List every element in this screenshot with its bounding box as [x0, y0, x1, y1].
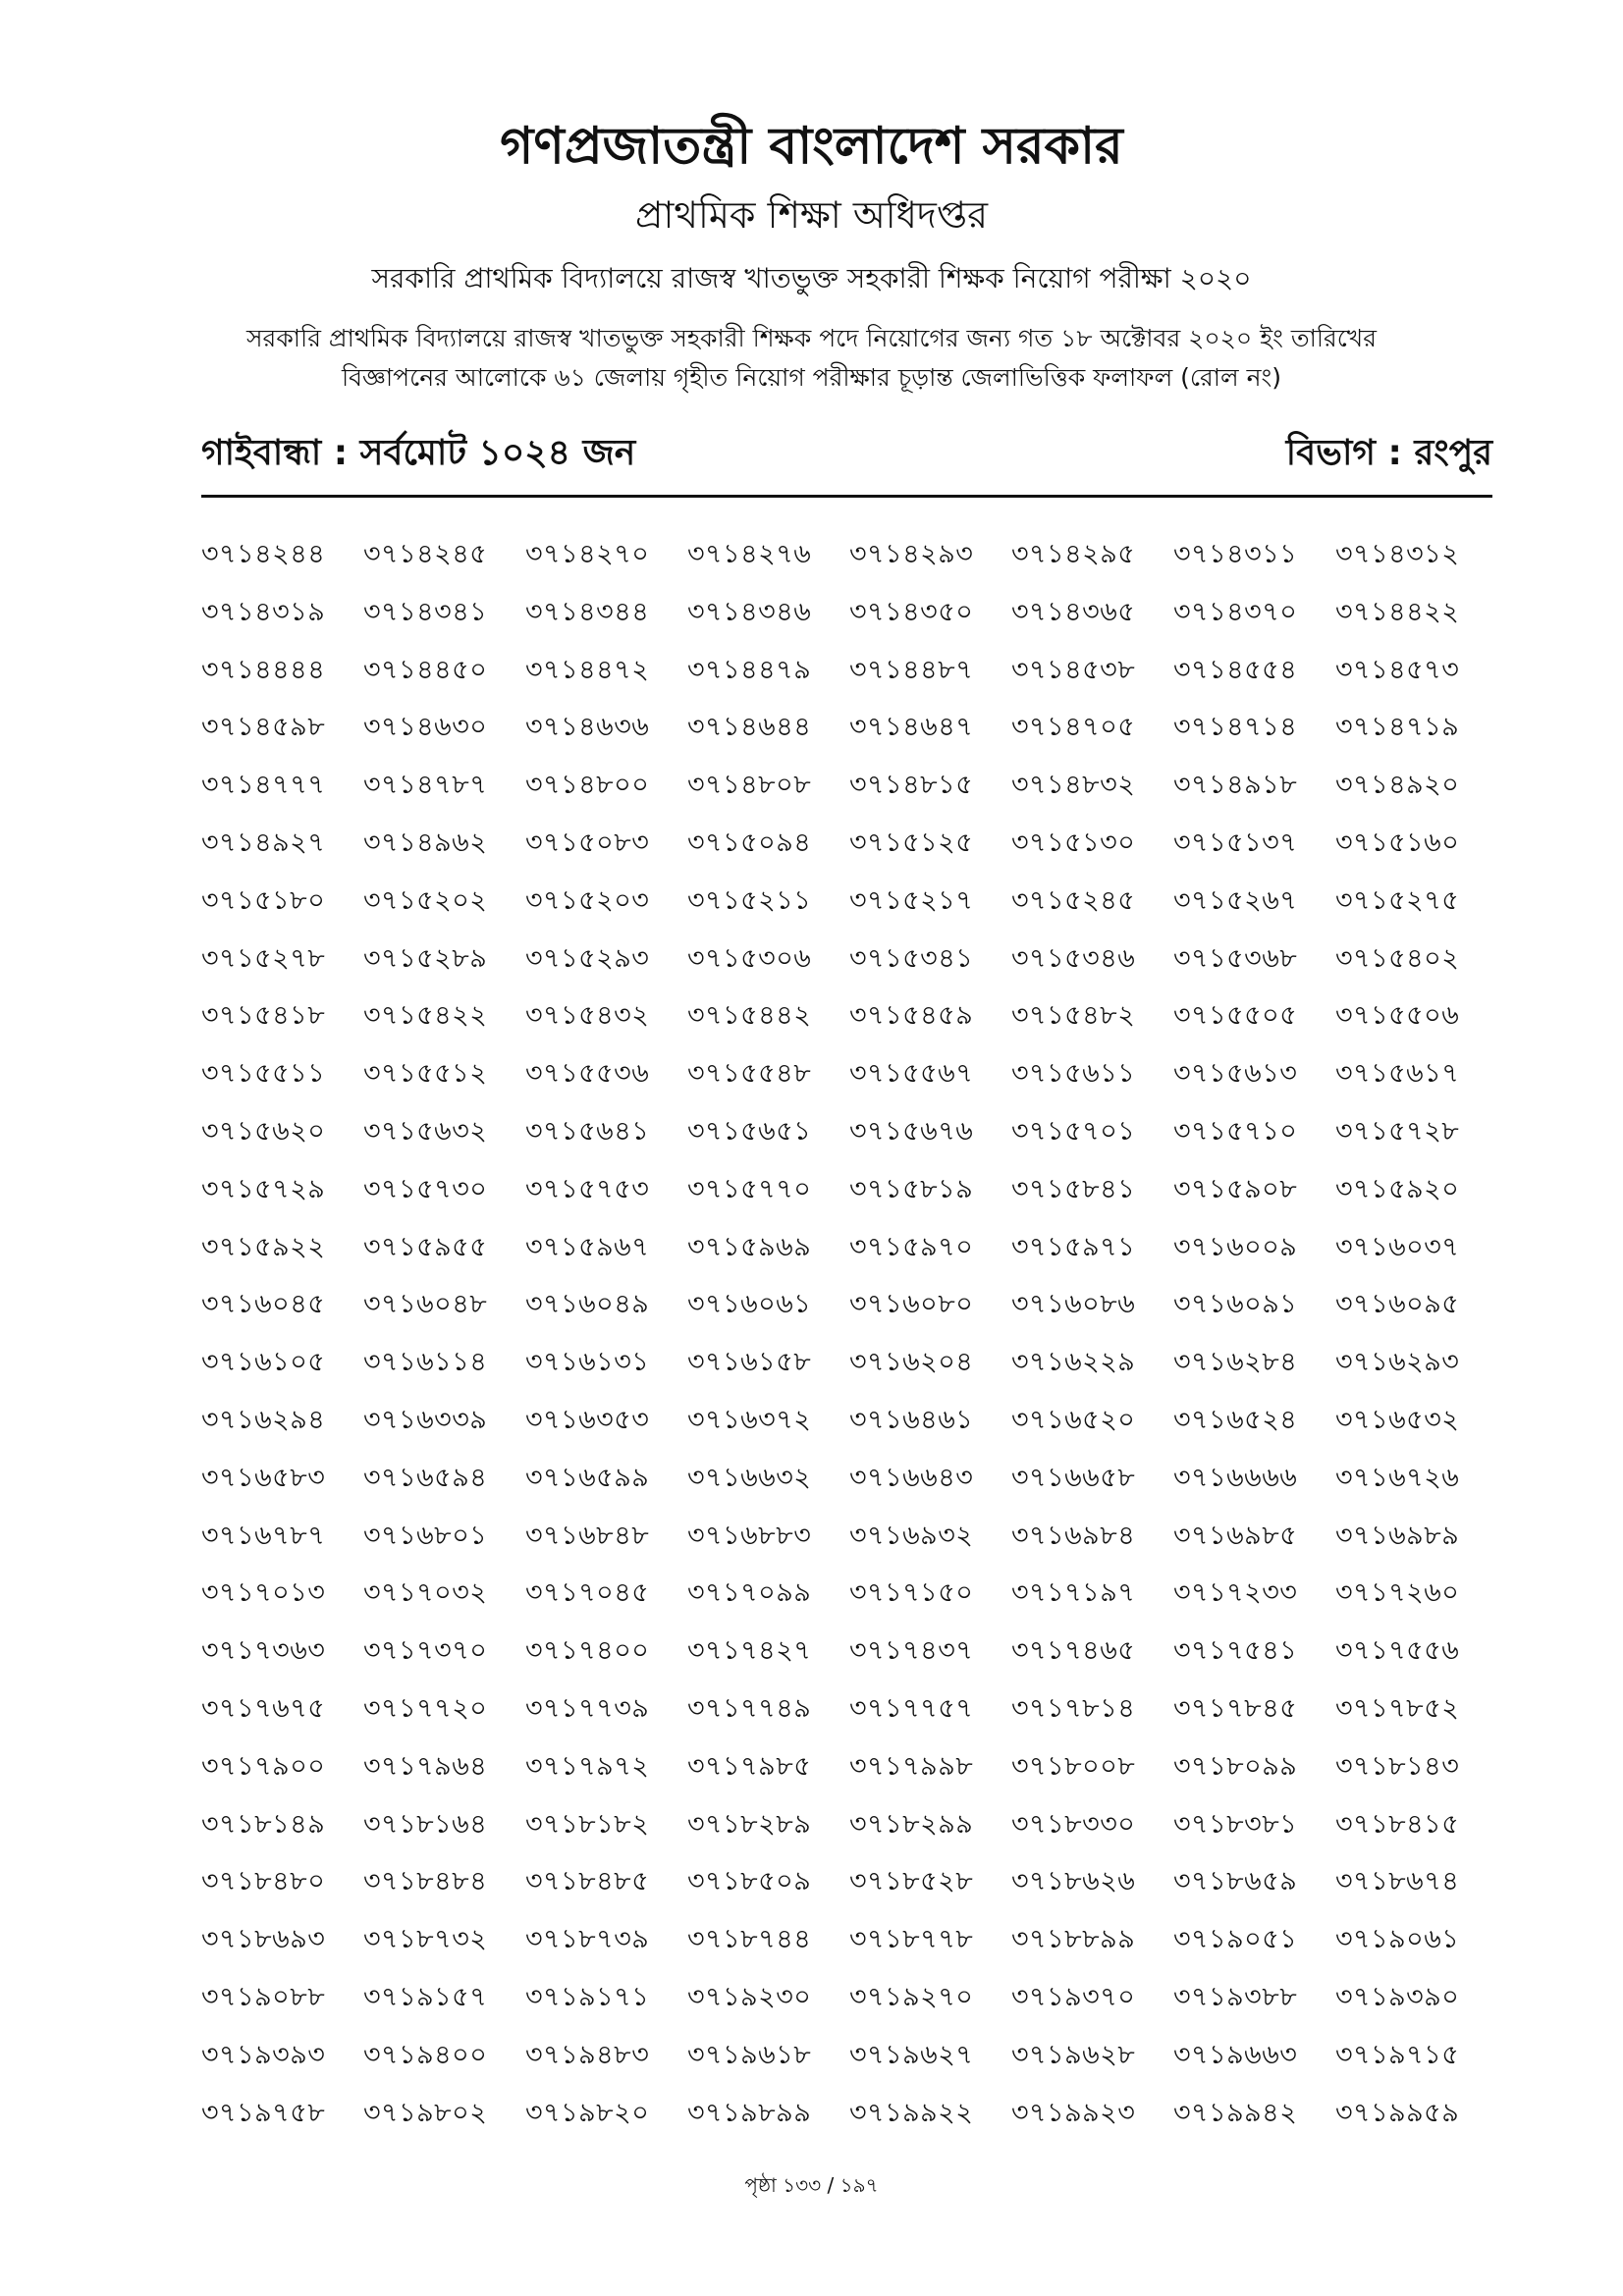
roll-number: ৩৭১৯৯২২ — [849, 2097, 974, 2128]
roll-number: ৩৭১৫৮১৯ — [849, 1173, 974, 1204]
roll-number: ৩৭১৪২৭০ — [525, 539, 650, 569]
roll-number: ৩৭১৫৩৪৬ — [1011, 942, 1136, 974]
roll-number: ৩৭১৫৯৬৯ — [687, 1231, 812, 1262]
roll-number: ৩৭১৭০১৩ — [201, 1577, 326, 1609]
roll-number: ৩৭১৫৬৫১ — [687, 1115, 812, 1147]
roll-number: ৩৭১৯৬২৭ — [849, 2039, 974, 2070]
roll-number: ৩৭১৪৭১৪ — [1173, 712, 1298, 743]
roll-number: ৩৭১৮৬২৬ — [1011, 1866, 1136, 1897]
roll-number: ৩৭১৫৫০৫ — [1173, 1000, 1298, 1032]
roll-number: ৩৭১৭৭৩৯ — [525, 1692, 650, 1724]
department-name: প্রাথমিক শিক্ষা অধিদপ্তর — [634, 193, 989, 237]
roll-number: ৩৭১৬০৪৫ — [201, 1289, 326, 1320]
roll-number: ৩৭১৮৩৩০ — [1011, 1808, 1136, 1840]
roll-number: ৩৭১৭৯৬৪ — [363, 1750, 488, 1782]
roll-number: ৩৭১৬২৯৪ — [201, 1404, 326, 1435]
roll-number: ৩৭১৭৪৬৫ — [1011, 1635, 1136, 1667]
roll-number: ৩৭১৫৯২২ — [201, 1231, 326, 1262]
roll-number: ৩৭১৪৬৩০ — [363, 712, 488, 743]
roll-number: ৩৭১৪৯১৮ — [1173, 770, 1298, 801]
roll-number: ৩৭১৭২৬০ — [1335, 1577, 1460, 1609]
roll-number: ৩৭১৬৫৮৩ — [201, 1462, 326, 1493]
roll-number: ৩৭১৪২৯৩ — [849, 539, 974, 569]
roll-number: ৩৭১৬০৩৭ — [1335, 1231, 1460, 1262]
roll-number: ৩৭১৯০৬১ — [1335, 1924, 1460, 1955]
roll-number: ৩৭১৫২৬৭ — [1173, 884, 1298, 916]
roll-number: ৩৭১৯৩৭০ — [1011, 1981, 1136, 2012]
roll-number: ৩৭১৪৭৭৭ — [201, 770, 326, 801]
roll-number: ৩৭১৫৭৩০ — [363, 1173, 488, 1204]
roll-number: ৩৭১৪৭০৫ — [1011, 712, 1136, 743]
roll-number: ৩৭১৫৫৪৮ — [687, 1058, 812, 1090]
roll-number: ৩৭১৪৬৪৪ — [687, 712, 812, 743]
roll-number: ৩৭১৪৩৪১ — [363, 596, 488, 627]
roll-number: ৩৭১৭৮৪৫ — [1173, 1692, 1298, 1724]
roll-number: ৩৭১৮১৪৩ — [1335, 1750, 1460, 1782]
roll-number: ৩৭১৭৮৫২ — [1335, 1692, 1460, 1724]
roll-number: ৩৭১৮৬৯৩ — [201, 1924, 326, 1955]
roll-number: ৩৭১৬১১৪ — [363, 1347, 488, 1378]
roll-number: ৩৭১৬৬৫৮ — [1011, 1462, 1136, 1493]
roll-number: ৩৭১৫৩০৬ — [687, 942, 812, 974]
roll-number: ৩৭১৫৭১০ — [1173, 1115, 1298, 1147]
roll-number: ৩৭১৭৯০০ — [201, 1750, 326, 1782]
roll-number: ৩৭১৫৪৩২ — [525, 1000, 650, 1032]
roll-number: ৩৭১৫৯৫৫ — [363, 1231, 488, 1262]
roll-number: ৩৭১৯৮৯৯ — [687, 2097, 812, 2128]
roll-number: ৩৭১৫৯৭০ — [849, 1231, 974, 1262]
roll-number: ৩৭১৮০৯৯ — [1173, 1750, 1298, 1782]
roll-number: ৩৭১৬২২৯ — [1011, 1347, 1136, 1378]
district-total: গাইবান্ধা : সর্বমোট ১০২৪ জন — [201, 433, 636, 473]
roll-number: ৩৭১৭৯৭২ — [525, 1750, 650, 1782]
roll-number: ৩৭১৬৩৭২ — [687, 1404, 812, 1435]
roll-number: ৩৭১৫৬১৩ — [1173, 1058, 1298, 1090]
roll-number: ৩৭১৫৬১১ — [1011, 1058, 1136, 1090]
roll-number: ৩৭১৭৬৭৫ — [201, 1692, 326, 1724]
roll-number: ৩৭১৪৩৫০ — [849, 596, 974, 627]
roll-number: ৩৭১৬৯৮৫ — [1173, 1520, 1298, 1551]
roll-number: ৩৭১৫৪৮২ — [1011, 1000, 1136, 1032]
roll-number: ৩৭১৯৮২০ — [525, 2097, 650, 2128]
roll-number: ৩৭১৬৮০১ — [363, 1520, 488, 1551]
roll-number: ৩৭১৯৯৫৯ — [1335, 2097, 1460, 2128]
roll-number: ৩৭১৯৪৮৩ — [525, 2039, 650, 2070]
roll-number: ৩৭১৬৯৮৪ — [1011, 1520, 1136, 1551]
roll-number: ৩৭১৪৮৩২ — [1011, 770, 1136, 801]
roll-number: ৩৭১৯৩৯৩ — [201, 2039, 326, 2070]
roll-number: ৩৭১৪৬৪৭ — [849, 712, 974, 743]
roll-number: ৩৭১৬০৯৫ — [1335, 1289, 1460, 1320]
roll-number: ৩৭১৬৭৮৭ — [201, 1520, 326, 1551]
roll-number: ৩৭১৬৮৪৮ — [525, 1520, 650, 1551]
roll-number: ৩৭১৪৪৭৯ — [687, 654, 812, 685]
roll-number: ৩৭১৫৬৩২ — [363, 1115, 488, 1147]
division-name: বিভাগ : রংপুর — [1285, 433, 1492, 473]
roll-number: ৩৭১৮৬৭৪ — [1335, 1866, 1460, 1897]
roll-number: ৩৭১৫১৩৭ — [1173, 827, 1298, 858]
roll-number: ৩৭১৬৫২০ — [1011, 1404, 1136, 1435]
roll-number: ৩৭১৯৯২৩ — [1011, 2097, 1136, 2128]
roll-number: ৩৭১৫৯৭১ — [1011, 1231, 1136, 1262]
roll-number: ৩৭১৫২৯৩ — [525, 942, 650, 974]
roll-number: ৩৭১৭১৫০ — [849, 1577, 974, 1609]
roll-number: ৩৭১৮৭৪৪ — [687, 1924, 812, 1955]
roll-number: ৩৭১৫৩৪১ — [849, 942, 974, 974]
roll-number: ৩৭১৫৭২৯ — [201, 1173, 326, 1204]
roll-number: ৩৭১৪৬৩৬ — [525, 712, 650, 743]
page-number: পৃষ্ঠা ১৩৩ / ১৯৭ — [744, 2173, 879, 2197]
roll-number: ৩৭১৪৮১৫ — [849, 770, 974, 801]
roll-number: ৩৭১৬৯৮৯ — [1335, 1520, 1460, 1551]
roll-number: ৩৭১৯৬২৮ — [1011, 2039, 1136, 2070]
roll-number: ৩৭১৬৬৩২ — [687, 1462, 812, 1493]
roll-number: ৩৭১৮৭৩২ — [363, 1924, 488, 1955]
roll-number: ৩৭১৭৭৪৯ — [687, 1692, 812, 1724]
roll-number: ৩৭১৪৭১৯ — [1335, 712, 1460, 743]
roll-number: ৩৭১৫০৮৩ — [525, 827, 650, 858]
roll-number: ৩৭১৭০৩২ — [363, 1577, 488, 1609]
roll-number: ৩৭১৭৩৭০ — [363, 1635, 488, 1667]
roll-number: ৩৭১৫৯২০ — [1335, 1173, 1460, 1204]
roll-number: ৩৭১৬০০৯ — [1173, 1231, 1298, 1262]
roll-number: ৩৭১৬৮৮৩ — [687, 1520, 812, 1551]
roll-number: ৩৭১৪৯২৭ — [201, 827, 326, 858]
roll-number: ৩৭১৬১৩১ — [525, 1347, 650, 1378]
roll-number: ৩৭১৫১৮০ — [201, 884, 326, 916]
roll-number: ৩৭১৯৩৯০ — [1335, 1981, 1460, 2012]
roll-number: ৩৭১৮৫২৮ — [849, 1866, 974, 1897]
roll-number: ৩৭১৯৯৪২ — [1173, 2097, 1298, 2128]
roll-number: ৩৭১৯০৮৮ — [201, 1981, 326, 2012]
roll-number: ৩৭১৪২৪৫ — [363, 539, 488, 569]
roll-number: ৩৭১৯৪০০ — [363, 2039, 488, 2070]
roll-number: ৩৭১৯৭৫৮ — [201, 2097, 326, 2128]
roll-number: ৩৭১৬৫৩২ — [1335, 1404, 1460, 1435]
roll-number: ৩৭১৮৪৮৫ — [525, 1866, 650, 1897]
roll-number: ৩৭১৭৯৮৫ — [687, 1750, 812, 1782]
roll-number: ৩৭১৭৩৬৩ — [201, 1635, 326, 1667]
roll-number: ৩৭১৬৬৬৬ — [1173, 1462, 1298, 1493]
roll-number: ৩৭১৭১৯৭ — [1011, 1577, 1136, 1609]
roll-number: ৩৭১৫২৭৮ — [201, 942, 326, 974]
roll-number: ৩৭১৭৯৯৮ — [849, 1750, 974, 1782]
roll-number: ৩৭১৫৪৫৯ — [849, 1000, 974, 1032]
roll-number: ৩৭১৪৪৮৭ — [849, 654, 974, 685]
roll-number: ৩৭১৬০৪৮ — [363, 1289, 488, 1320]
roll-number: ৩৭১৭৮১৪ — [1011, 1692, 1136, 1724]
roll-number: ৩৭১৯১৭১ — [525, 1981, 650, 2012]
roll-number: ৩৭১৮১৬৪ — [363, 1808, 488, 1840]
page-title: গণপ্রজাতন্ত্রী বাংলাদেশ সরকার — [500, 117, 1123, 176]
roll-number: ৩৭১৯৬৬৩ — [1173, 2039, 1298, 2070]
roll-number: ৩৭১৪৩৪৬ — [687, 596, 812, 627]
roll-number: ৩৭১৫২০৩ — [525, 884, 650, 916]
roll-number: ৩৭১৫২৮৯ — [363, 942, 488, 974]
roll-number: ৩৭১৭২৩৩ — [1173, 1577, 1298, 1609]
roll-number: ৩৭১৫২৭৫ — [1335, 884, 1460, 916]
roll-number: ৩৭১৪৩৬৫ — [1011, 596, 1136, 627]
roll-number: ৩৭১৯৭১৫ — [1335, 2039, 1460, 2070]
roll-number: ৩৭১৫২১৭ — [849, 884, 974, 916]
roll-number: ৩৭১৫৪২২ — [363, 1000, 488, 1032]
roll-number: ৩৭১৫৫৩৬ — [525, 1058, 650, 1090]
roll-number: ৩৭১৫৭০১ — [1011, 1115, 1136, 1147]
roll-number: ৩৭১৫৫৬৭ — [849, 1058, 974, 1090]
roll-number: ৩৭১৭৭৫৭ — [849, 1692, 974, 1724]
roll-number: ৩৭১৯৬১৮ — [687, 2039, 812, 2070]
roll-number: ৩৭১৪২৭৬ — [687, 539, 812, 569]
roll-number: ৩৭১৪৯৬২ — [363, 827, 488, 858]
roll-number: ৩৭১৬৫৯৪ — [363, 1462, 488, 1493]
roll-number: ৩৭১৪৫৫৪ — [1173, 654, 1298, 685]
roll-number: ৩৭১৮৬৫৯ — [1173, 1866, 1298, 1897]
roll-number: ৩৭১৬০৮৬ — [1011, 1289, 1136, 1320]
roll-number: ৩৭১৪৫৭৩ — [1335, 654, 1460, 685]
roll-number: ৩৭১৬০৯১ — [1173, 1289, 1298, 1320]
roll-number: ৩৭১৪৪৫০ — [363, 654, 488, 685]
roll-number: ৩৭১৪৮০০ — [525, 770, 650, 801]
roll-number: ৩৭১৫৪১৮ — [201, 1000, 326, 1032]
roll-number: ৩৭১৭০৯৯ — [687, 1577, 812, 1609]
roll-number: ৩৭১৭৭২০ — [363, 1692, 488, 1724]
roll-number: ৩৭১৬৩৫৩ — [525, 1404, 650, 1435]
roll-number: ৩৭১৫৮৪১ — [1011, 1173, 1136, 1204]
roll-number: ৩৭১৬১৫৮ — [687, 1347, 812, 1378]
roll-number: ৩৭১৮৪১৫ — [1335, 1808, 1460, 1840]
roll-number: ৩৭১৮১৪৯ — [201, 1808, 326, 1840]
roll-number: ৩৭১৮৮৯৯ — [1011, 1924, 1136, 1955]
roll-number: ৩৭১৭৫৪১ — [1173, 1635, 1298, 1667]
roll-number: ৩৭১৬০৮০ — [849, 1289, 974, 1320]
roll-number: ৩৭১৫৫১২ — [363, 1058, 488, 1090]
roll-number: ৩৭১৮৪৮৪ — [363, 1866, 488, 1897]
exam-title: সরকারি প্রাথমিক বিদ্যালয়ে রাজস্ব খাতভুক্ত সহকারী শিক্ষক নিয়োগ পরীক্ষা ২০২০ — [371, 262, 1252, 294]
roll-number: ৩৭১৮৪৮০ — [201, 1866, 326, 1897]
roll-number: ৩৭১৯২৩০ — [687, 1981, 812, 2012]
district-heading — [201, 426, 1492, 498]
roll-number: ৩৭১৪৩১৯ — [201, 596, 326, 627]
notice-line-2: বিজ্ঞাপনের আলোকে ৬১ জেলায় গৃহীত নিয়োগ পরীক্ষার চূড়ান্ত জেলাভিত্তিক ফলাফল (রোল নং) — [341, 363, 1282, 392]
roll-number: ৩৭১৪৫৩৮ — [1011, 654, 1136, 685]
roll-number: ৩৭১৬৭২৬ — [1335, 1462, 1460, 1493]
roll-number: ৩৭১৪৩১২ — [1335, 539, 1460, 569]
roll-number: ৩৭১৫৭২৮ — [1335, 1115, 1460, 1147]
roll-number: ৩৭১৪২৯৫ — [1011, 539, 1136, 569]
roll-number: ৩৭১৪৪২২ — [1335, 596, 1460, 627]
roll-number: ৩৭১৫৭৭০ — [687, 1173, 812, 1204]
roll-number: ৩৭১৫৯০৮ — [1173, 1173, 1298, 1204]
roll-number: ৩৭১৪৩১১ — [1173, 539, 1298, 569]
roll-number: ৩৭১৭৪৩৭ — [849, 1635, 974, 1667]
roll-number: ৩৭১৯২৭০ — [849, 1981, 974, 2012]
roll-number: ৩৭১৫৬৭৬ — [849, 1115, 974, 1147]
roll-number: ৩৭১৬৫৯৯ — [525, 1462, 650, 1493]
roll-number: ৩৭১৪৩৪৪ — [525, 596, 650, 627]
roll-number: ৩৭১৯০৫১ — [1173, 1924, 1298, 1955]
roll-number: ৩৭১৬৫২৪ — [1173, 1404, 1298, 1435]
roll-number: ৩৭১৫২০২ — [363, 884, 488, 916]
roll-number: ৩৭১৬০৪৯ — [525, 1289, 650, 1320]
roll-number: ৩৭১৫১৩০ — [1011, 827, 1136, 858]
roll-number: ৩৭১৯১৫৭ — [363, 1981, 488, 2012]
roll-number: ৩৭১৮২৯৯ — [849, 1808, 974, 1840]
roll-number: ৩৭১৫২১১ — [687, 884, 812, 916]
roll-number: ৩৭১৫৩৬৮ — [1173, 942, 1298, 974]
roll-number: ৩৭১৮২৮৯ — [687, 1808, 812, 1840]
roll-number: ৩৭১৭৪০০ — [525, 1635, 650, 1667]
roll-number: ৩৭১৫৬১৭ — [1335, 1058, 1460, 1090]
roll-number: ৩৭১৫৬৪১ — [525, 1115, 650, 1147]
roll-number: ৩৭১৬২০৪ — [849, 1347, 974, 1378]
roll-number: ৩৭১৪২৪৪ — [201, 539, 326, 569]
roll-number: ৩৭১৮৩৮১ — [1173, 1808, 1298, 1840]
roll-number: ৩৭১৭৪২৭ — [687, 1635, 812, 1667]
roll-number: ৩৭১৬৬৪৩ — [849, 1462, 974, 1493]
notice-line-1: সরকারি প্রাথমিক বিদ্যালয়ে রাজস্ব খাতভুক্ত সহকারী শিক্ষক পদে নিয়োগের জন্য গত ১৮ অক্টোবর ২০২০ ইং তারিখের — [246, 324, 1377, 352]
roll-number: ৩৭১৪৪৭২ — [525, 654, 650, 685]
roll-number: ৩৭১৫২৪৫ — [1011, 884, 1136, 916]
roll-number: ৩৭১৭০৪৫ — [525, 1577, 650, 1609]
roll-number: ৩৭১৬১০৫ — [201, 1347, 326, 1378]
roll-number: ৩৭১৫৫১১ — [201, 1058, 326, 1090]
roll-number: ৩৭১৫৭৫৩ — [525, 1173, 650, 1204]
roll-number: ৩৭১৫৪০২ — [1335, 942, 1460, 974]
roll-number: ৩৭১৫৪৪২ — [687, 1000, 812, 1032]
roll-number: ৩৭১৬৩৩৯ — [363, 1404, 488, 1435]
roll-number: ৩৭১৯৮০২ — [363, 2097, 488, 2128]
roll-number: ৩৭১৮৫০৯ — [687, 1866, 812, 1897]
roll-number: ৩৭১৬২৮৪ — [1173, 1347, 1298, 1378]
roll-number: ৩৭১৪৪৪৪ — [201, 654, 326, 685]
roll-number: ৩৭১৬২৯৩ — [1335, 1347, 1460, 1378]
roll-number: ৩৭১৫৬২০ — [201, 1115, 326, 1147]
roll-number: ৩৭১৪৩৭০ — [1173, 596, 1298, 627]
roll-number: ৩৭১৬০৬১ — [687, 1289, 812, 1320]
roll-number: ৩৭১৭৫৫৬ — [1335, 1635, 1460, 1667]
roll-number: ৩৭১৫৯৬৭ — [525, 1231, 650, 1262]
roll-number: ৩৭১৮৭৭৮ — [849, 1924, 974, 1955]
roll-number: ৩৭১৫৫০৬ — [1335, 1000, 1460, 1032]
roll-number: ৩৭১৬৯৩২ — [849, 1520, 974, 1551]
roll-number: ৩৭১৬৪৬১ — [849, 1404, 974, 1435]
roll-number: ৩৭১৪৭৮৭ — [363, 770, 488, 801]
roll-number-list — [201, 538, 1497, 2154]
roll-number: ৩৭১৫১৬০ — [1335, 827, 1460, 858]
roll-number: ৩৭১৫০৯৪ — [687, 827, 812, 858]
roll-number: ৩৭১৪৯২০ — [1335, 770, 1460, 801]
roll-number: ৩৭১৮০০৮ — [1011, 1750, 1136, 1782]
roll-number: ৩৭১৪৫৯৮ — [201, 712, 326, 743]
roll-number: ৩৭১৪৮০৮ — [687, 770, 812, 801]
roll-number: ৩৭১৮৭৩৯ — [525, 1924, 650, 1955]
roll-number: ৩৭১৮১৮২ — [525, 1808, 650, 1840]
roll-number: ৩৭১৯৩৮৮ — [1173, 1981, 1298, 2012]
roll-number: ৩৭১৫১২৫ — [849, 827, 974, 858]
